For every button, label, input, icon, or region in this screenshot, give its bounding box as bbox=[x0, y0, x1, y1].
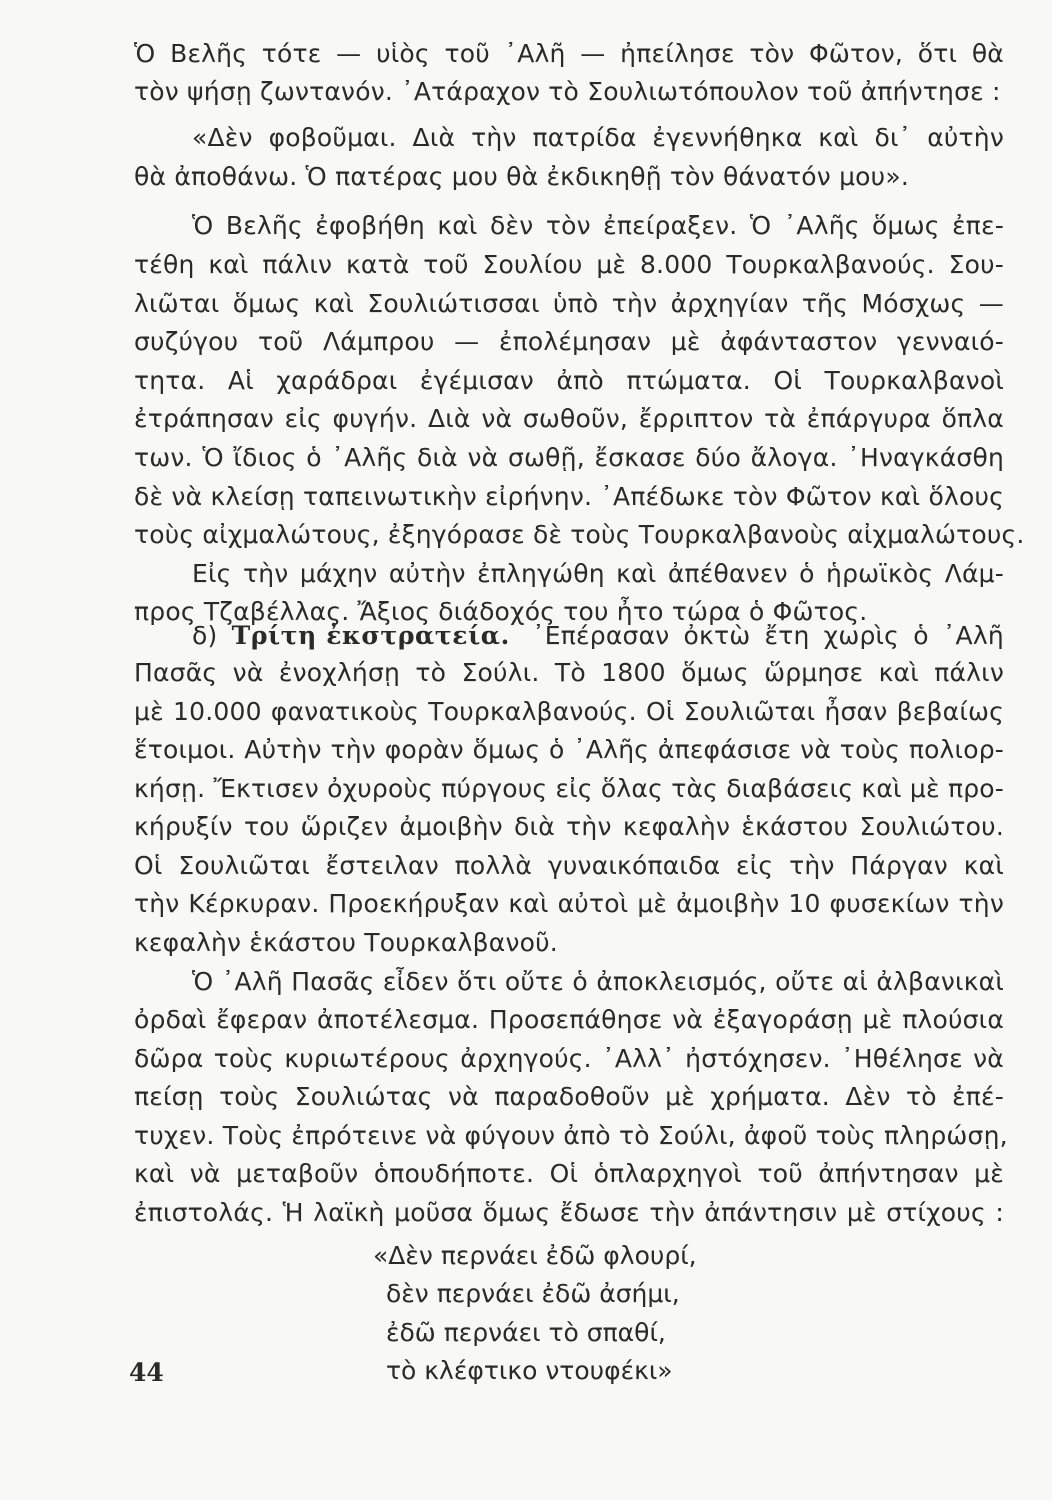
poem-line: ἐδῶ περνάει τὸ σπαθί, bbox=[386, 1318, 666, 1347]
text-line: θὰ ἀποθάνω. Ὁ πατέρας μου θὰ ἐκδικηθῇ τὸν θάνατόν μου». bbox=[134, 162, 909, 191]
section-heading: Τρίτη ἐκστρατεία. bbox=[231, 621, 510, 650]
text-line: Πασᾶς νὰ ἐνοχλήσῃ τὸ Σούλι. Τὸ 1800 ὅμως ὥρμησε καὶ πάλιν bbox=[134, 658, 1004, 687]
text-line: «Δὲν φοβοῦμαι. Διὰ τὴν πατρίδα ἐγεννήθηκα καὶ δι᾿ αὐτὴν bbox=[192, 123, 1004, 152]
text-line: λιῶται ὅμως καὶ Σουλιώτισσαι ὑπὸ τὴν ἀρχηγίαν τῆς Μόσχως — bbox=[134, 289, 1004, 318]
text-line: πείσῃ τοὺς Σουλιώτας νὰ παραδοθοῦν μὲ χρήματα. Δὲν τὸ ἐπέ- bbox=[134, 1082, 1004, 1111]
text-line: τὸν ψήσῃ ζωντανόν. ᾿Ατάραχον τὸ Σουλιωτόπουλον τοῦ ἀπήντησε : bbox=[134, 77, 1001, 106]
text-line: Ὁ Βελῆς τότε — υἱὸς τοῦ ᾿Αλῆ — ἠπείλησε τὸν Φῶτον, ὅτι θὰ bbox=[134, 39, 1004, 68]
section-letter: δ) bbox=[192, 621, 218, 650]
text-line: καὶ νὰ μεταβοῦν ὁπουδήποτε. Οἱ ὁπλαρχηγοὶ τοῦ ἀπήντησαν μὲ bbox=[134, 1159, 1004, 1188]
page-number: 44 bbox=[129, 1358, 164, 1387]
text-line: ἐπιστολάς. Ἡ λαϊκὴ μοῦσα ὅμως ἔδωσε τὴν ἀπάντησιν μὲ στίχους : bbox=[134, 1198, 1004, 1227]
text-line: τυχεν. Τοὺς ἐπρότεινε νὰ φύγουν ἀπὸ τὸ Σούλι, ἀφοῦ τοὺς πληρώσῃ, bbox=[134, 1121, 1008, 1150]
text-line: δὲ νὰ κλείσῃ ταπεινωτικὴν εἰρήνην. ᾿Απέδωκε τὸν Φῶτον καὶ ὅλους bbox=[134, 482, 1004, 511]
text-line: Ὁ Βελῆς ἐφοβήθη καὶ δὲν τὸν ἐπείραξεν. Ὁ ᾿Αλῆς ὅμως ἐπε- bbox=[192, 211, 1004, 240]
text-line: Οἱ Σουλιῶται ἔστειλαν πολλὰ γυναικόπαιδα εἰς τὴν Πάργαν καὶ bbox=[134, 851, 1004, 880]
text-line: τέθη καὶ πάλιν κατὰ τοῦ Σουλίου μὲ 8.000 Τουρκαλβανούς. Σου- bbox=[134, 250, 1004, 279]
text-line: δῶρα τοὺς κυριωτέρους ἀρχηγούς. ᾿Αλλ᾿ ἠστόχησεν. ᾿Ηθέλησε νὰ bbox=[134, 1044, 1004, 1073]
text-line: τητα. Αἱ χαράδραι ἐγέμισαν ἀπὸ πτώματα. Οἱ Τουρκαλβανοὶ bbox=[134, 366, 1004, 395]
poem-line: «Δὲν περνάει ἐδῶ φλουρί, bbox=[373, 1241, 697, 1270]
text-line: των. Ὁ ἴδιος ὁ ᾿Αλῆς διὰ νὰ σωθῇ, ἔσκασε δύο ἄλογα. ᾿Ηναγκάσθη bbox=[134, 443, 1004, 472]
text-line: ὀρδαὶ ἔφεραν ἀποτέλεσμα. Προσεπάθησε νὰ ἐξαγοράσῃ μὲ πλούσια bbox=[134, 1005, 1004, 1034]
text-line: κήρυξίν του ὥριζεν ἀμοιβὴν διὰ τὴν κεφαλὴν ἑκάστου Σουλιώτου. bbox=[134, 812, 1004, 841]
section-intro: ᾿Επέρασαν ὀκτὼ ἔτη χωρὶς ὁ ᾿Αλῆ bbox=[532, 621, 1004, 650]
text-line: μὲ 10.000 φανατικοὺς Τουρκαλβανούς. Οἱ Σουλιῶται ἦσαν βεβαίως bbox=[134, 697, 1004, 726]
poem-line: τὸ κλέφτικο ντουφέκι» bbox=[386, 1356, 673, 1385]
poem-line: δὲν περνάει ἐδῶ ἀσήμι, bbox=[386, 1279, 680, 1308]
text-line: τὴν Κέρκυραν. Προεκήρυξαν καὶ αὐτοὶ μὲ ἀμοιβὴν 10 φυσεκίων τὴν bbox=[134, 889, 1004, 918]
text-line: κήσῃ. Ἔκτισεν ὀχυροὺς πύργους εἰς ὅλας τὰς διαβάσεις καὶ μὲ προ- bbox=[134, 774, 1004, 803]
text-line: Εἰς τὴν μάχην αὐτὴν ἐπληγώθη καὶ ἀπέθανεν ὁ ἡρωϊκὸς Λάμ- bbox=[192, 559, 1004, 588]
text-line: ἕτοιμοι. Αὐτὴν τὴν φορὰν ὅμως ὁ ᾿Αλῆς ἀπεφάσισε νὰ τοὺς πολιορ- bbox=[134, 735, 1004, 764]
text-line: τοὺς αἰχμαλώτους, ἐξηγόρασε δὲ τοὺς Τουρκαλβανοὺς αἰχμαλώτους. bbox=[134, 520, 1025, 549]
section-heading-line bbox=[192, 620, 1004, 652]
text-line: συζύγου τοῦ Λάμπρου — ἐπολέμησαν μὲ ἀφάνταστον γενναιό- bbox=[134, 327, 1004, 356]
text-line: Ὁ ᾿Αλῆ Πασᾶς εἶδεν ὅτι οὔτε ὁ ἀποκλεισμός, οὔτε αἱ ἀλβανικαὶ bbox=[192, 967, 1004, 996]
text-line: προς Τζαβέλλας. Ἄξιος διάδοχός του ἦτο τώρα ὁ Φῶτος. bbox=[134, 597, 868, 626]
text-line: κεφαλὴν ἑκάστου Τουρκαλβανοῦ. bbox=[134, 928, 558, 957]
text-line: ἐτράπησαν εἰς φυγήν. Διὰ νὰ σωθοῦν, ἔρριπτον τὰ ἐπάργυρα ὅπλα bbox=[134, 404, 1004, 433]
